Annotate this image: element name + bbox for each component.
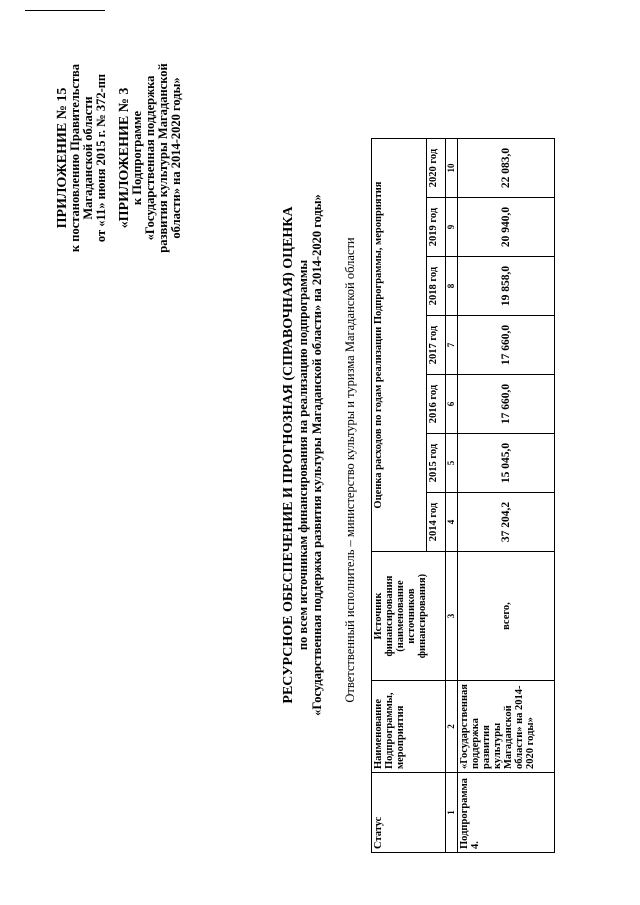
row-name: «Государственная поддержка развития культуры Магаданской области» на 2014-2020 годы» — [458, 681, 555, 773]
value-cell: 37 204,2 — [458, 493, 555, 552]
annex-line-3: от «11» июня 2015 г. № 372-пп — [94, 73, 108, 243]
column-number: 3 — [446, 552, 458, 681]
annex-title: ПРИЛОЖЕНИЕ № 15 — [55, 87, 70, 229]
column-number: 4 — [446, 493, 458, 552]
table-header-row — [372, 139, 427, 853]
program-annex-line-4: области» на 2014-2020 годы» — [169, 77, 183, 239]
value-cell: 20 940,0 — [458, 198, 555, 257]
column-number: 6 — [446, 375, 458, 434]
value-cell: 19 858,0 — [458, 257, 555, 316]
document-title — [282, 25, 324, 885]
column-number: 5 — [446, 434, 458, 493]
year-header: 2020 год — [427, 139, 446, 198]
year-header: 2019 год — [427, 198, 446, 257]
annex-block — [56, 18, 183, 298]
header-estimate: Оценка расходов по годам реализации Подпрограммы, мероприятия — [372, 139, 427, 552]
table-row — [458, 139, 555, 853]
header-status: Статус — [372, 773, 446, 853]
column-number: 7 — [446, 316, 458, 375]
column-number: 9 — [446, 198, 458, 257]
annex-line-2: Магаданской области — [81, 96, 95, 220]
value-cell: 17 660,0 — [458, 316, 555, 375]
column-number-row — [446, 139, 458, 853]
annex-line-1: к постановлению Правительства — [68, 63, 82, 253]
column-number: 1 — [446, 773, 458, 853]
program-annex-title: «ПРИЛОЖЕНИЕ № 3 — [117, 87, 132, 229]
title-line-2: по всем источникам финансирования на реализацию подпрограммы — [296, 259, 310, 651]
resource-table — [371, 138, 555, 853]
year-header: 2014 год — [427, 493, 446, 552]
responsible-executor: Ответственный исполнитель – министерство культуры и туризма Магаданской области — [343, 237, 357, 703]
value-cell: 17 660,0 — [458, 375, 555, 434]
year-header: 2018 год — [427, 257, 446, 316]
row-status: Подпрограмма 4. — [458, 773, 555, 853]
column-number: 8 — [446, 257, 458, 316]
program-annex-line-2: «Государственная поддержка — [143, 75, 157, 241]
column-number: 2 — [446, 681, 458, 773]
year-header: 2015 год — [427, 434, 446, 493]
header-name: Наименование Подпрограммы, мероприятия — [372, 681, 446, 773]
header-source: Источник финансирования (наименование источников финансирования) — [372, 552, 446, 681]
row-source: всего, — [458, 552, 555, 681]
program-annex-line-3: развития культуры Магаданской — [156, 63, 170, 253]
program-annex-line-1: к Подпрограмме — [130, 110, 144, 206]
column-number: 10 — [446, 139, 458, 198]
title-line-3: «Государственная поддержка развития культуры Магаданской области» на 2014-2020 годы» — [310, 194, 324, 716]
title-line-1: РЕСУРСНОЕ ОБЕСПЕЧЕНИЕ И ПРОГНОЗНАЯ (СПРАВОЧНАЯ) ОЦЕНКА — [281, 206, 296, 704]
value-cell: 22 083,0 — [458, 139, 555, 198]
value-cell: 15 045,0 — [458, 434, 555, 493]
year-header: 2016 год — [427, 375, 446, 434]
year-header: 2017 год — [427, 316, 446, 375]
